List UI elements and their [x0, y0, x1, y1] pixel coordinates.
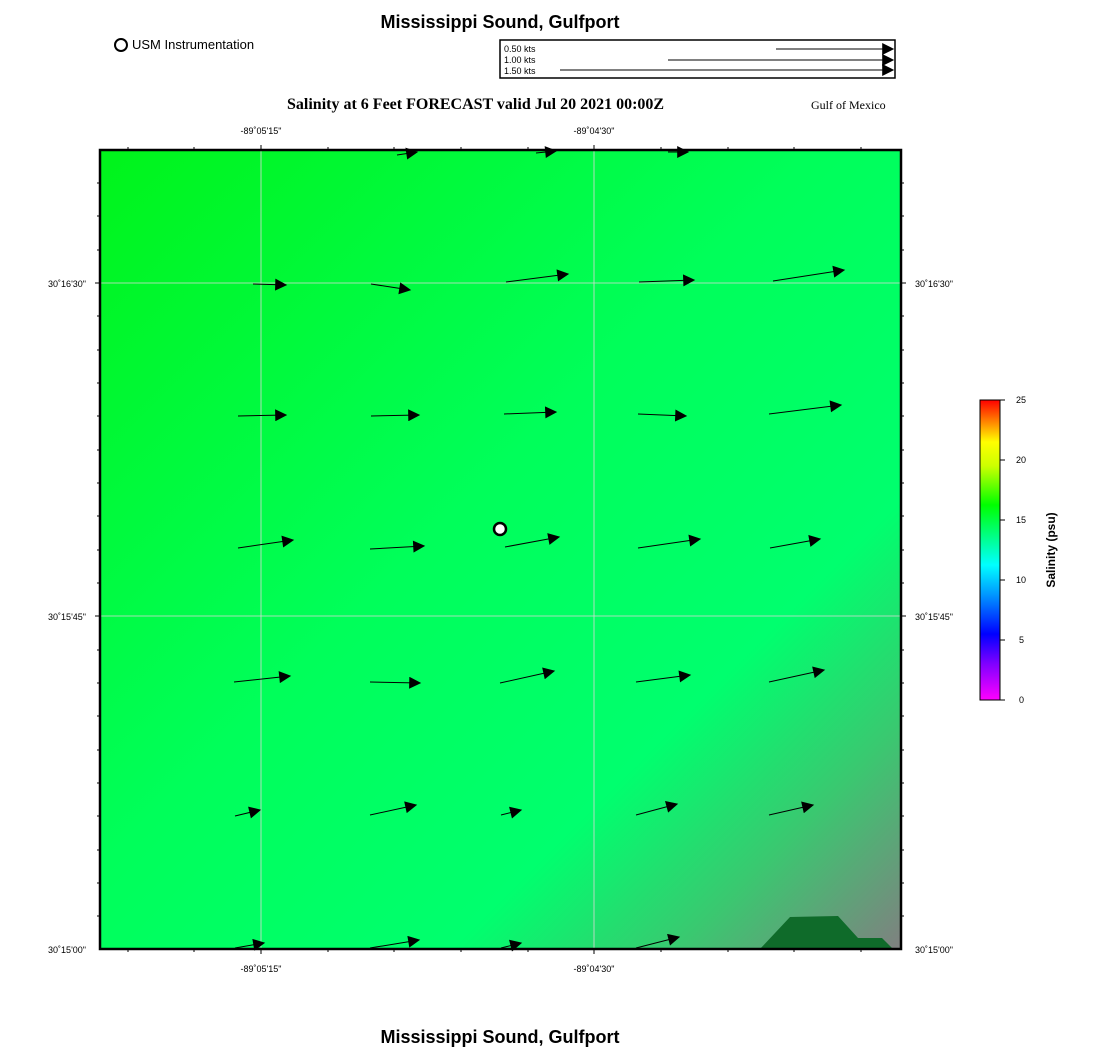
colorbar-tick: 20: [1016, 455, 1027, 465]
lon-label-top: -89˚05'15": [240, 126, 282, 136]
lat-label-right: 30˚16'30": [915, 279, 953, 289]
salinity-colorbar: [980, 395, 1058, 705]
lat-label-left: 30˚15'00": [48, 945, 86, 955]
salinity-field: [100, 150, 901, 949]
speed-legend-label: 1.50 kts: [504, 66, 536, 76]
lat-label-left: 30˚16'30": [48, 279, 86, 289]
colorbar-tick: 25: [1016, 395, 1027, 405]
speed-legend-label: 1.00 kts: [504, 55, 536, 65]
map-title: Mississippi Sound, Gulfport: [380, 12, 620, 32]
colorbar-tick: 5: [1019, 635, 1025, 645]
colorbar-tick: 10: [1016, 575, 1027, 585]
footer-title: Mississippi Sound, Gulfport: [380, 1027, 620, 1047]
colorbar-label: Salinity (psu): [1044, 512, 1058, 588]
station-legend-label: USM Instrumentation: [132, 37, 255, 52]
lon-label-bottom: -89˚04'30": [573, 964, 615, 974]
lon-label-top: -89˚04'30": [573, 126, 615, 136]
region-label: Gulf of Mexico: [811, 98, 886, 112]
speed-legend-label: 0.50 kts: [504, 44, 536, 54]
colorbar-tick: 15: [1016, 515, 1027, 525]
speed-legend: [500, 40, 895, 78]
forecast-subtitle: Salinity at 6 Feet FORECAST valid Jul 20 2021 00:00Z: [287, 96, 665, 113]
usm-station-marker[interactable]: [494, 523, 506, 535]
lat-label-left: 30˚15'45": [48, 612, 86, 622]
lat-label-right: 30˚15'45": [915, 612, 953, 622]
lat-label-right: 30˚15'00": [915, 945, 953, 955]
lon-label-bottom: -89˚05'15": [240, 964, 282, 974]
colorbar-tick: 0: [1019, 695, 1025, 705]
